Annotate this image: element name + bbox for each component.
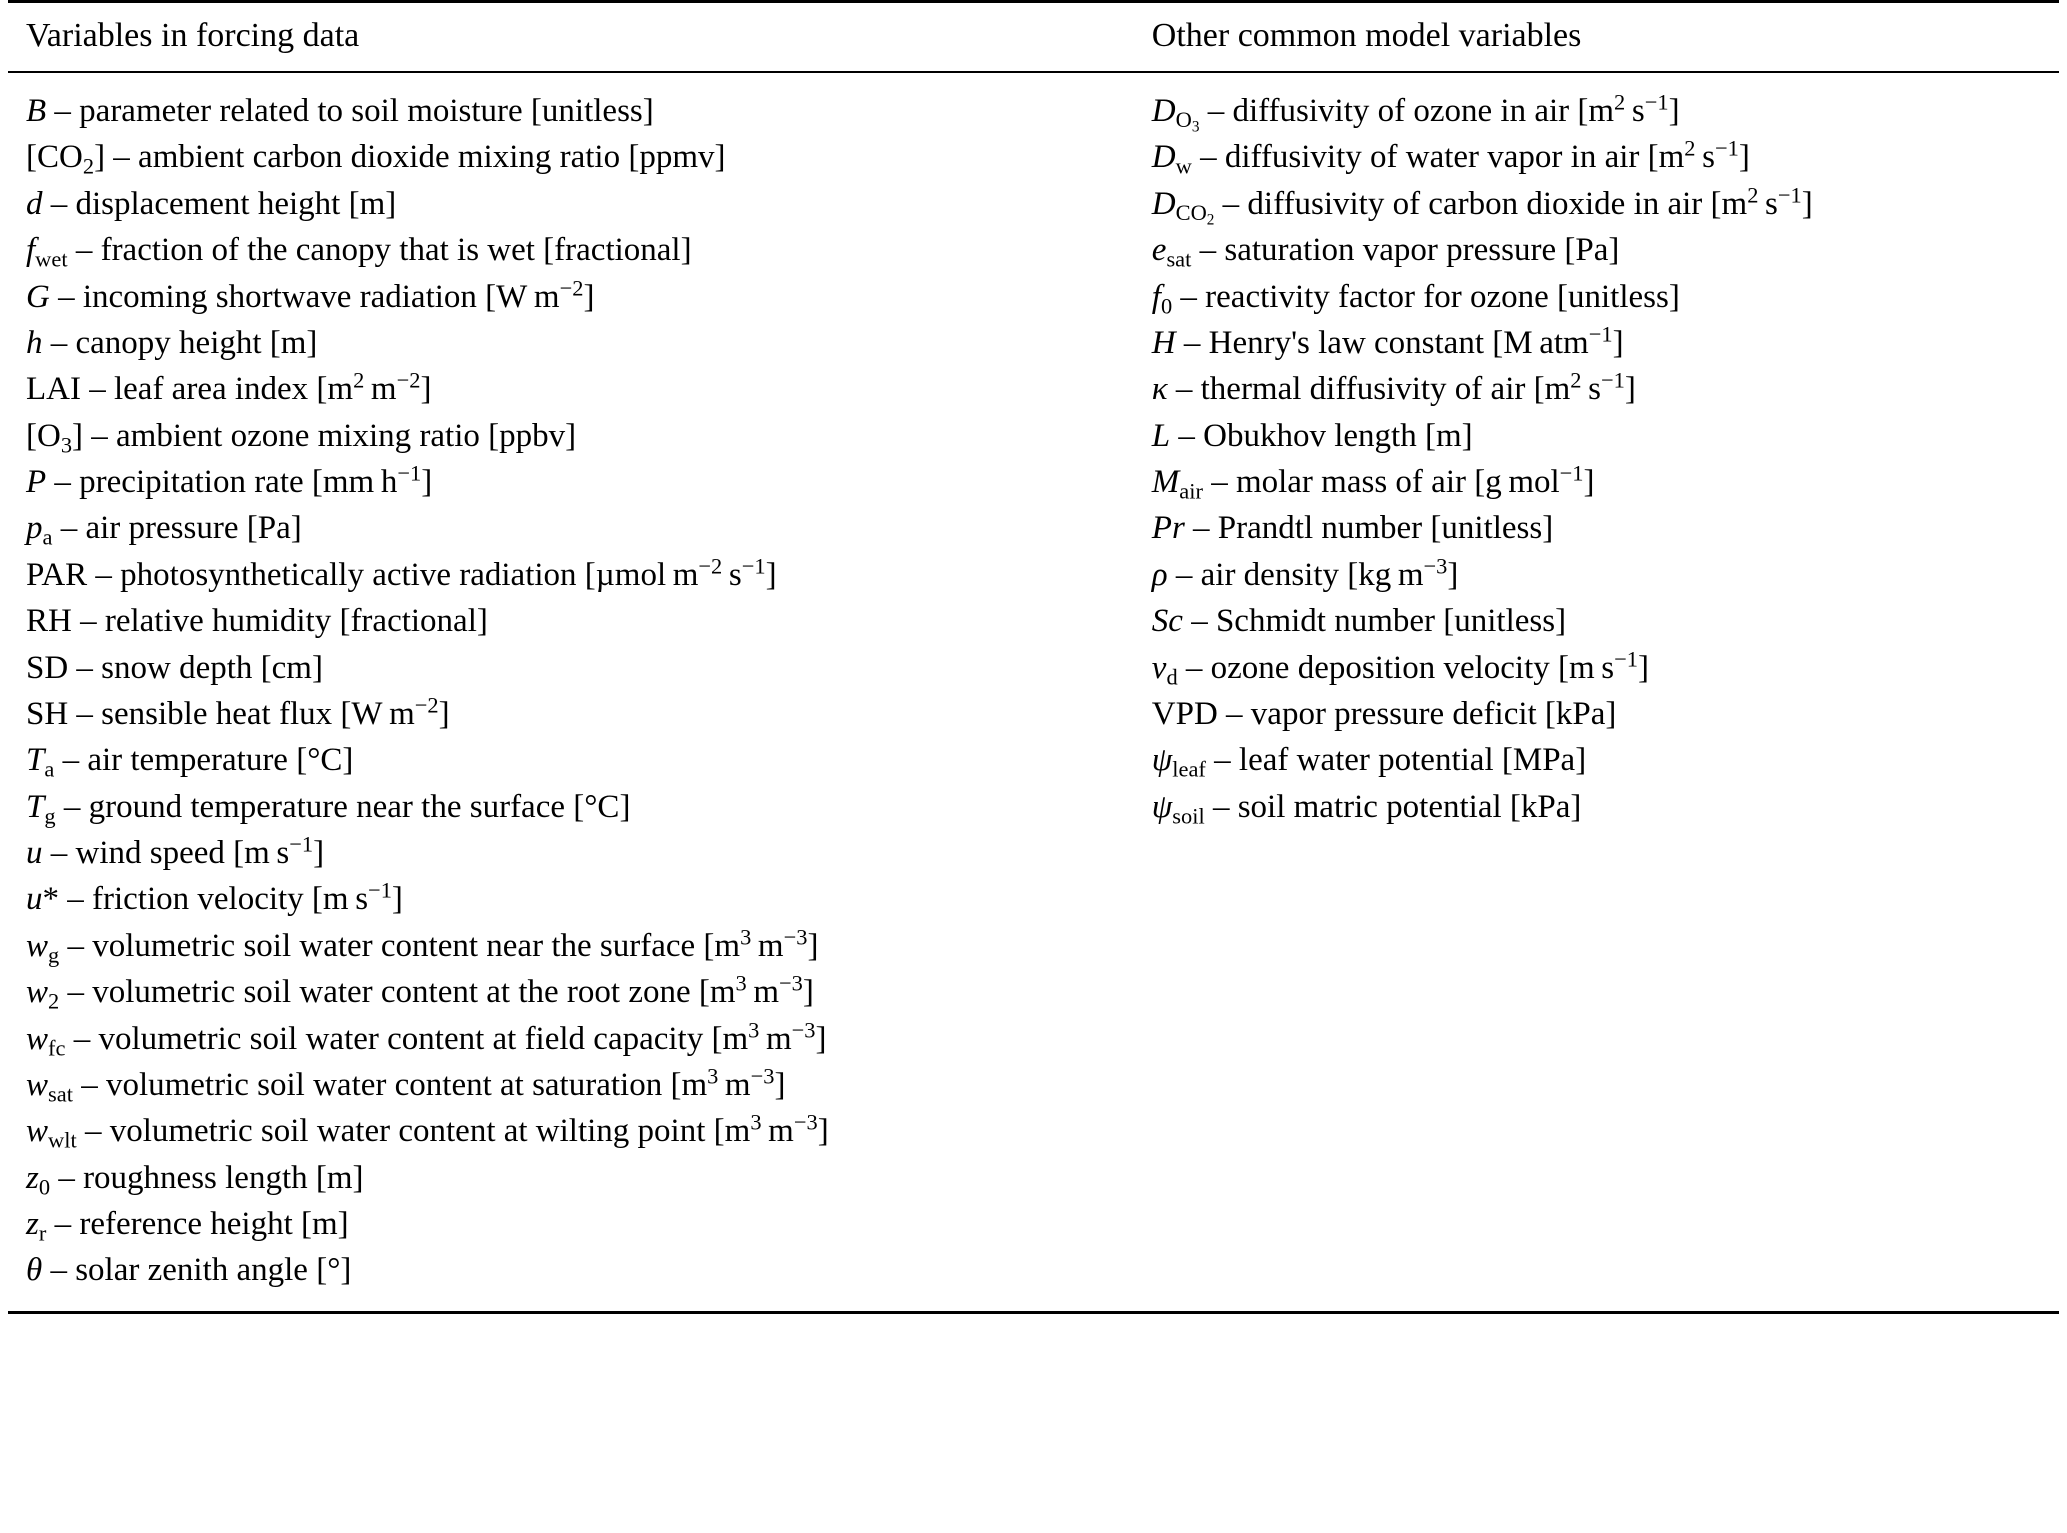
model-variables-cell: [1126, 72, 2059, 1312]
list-item: $T_g$ – ground temperature near the surface [°C]: [26, 788, 631, 828]
list-item: $[CO_2]$ – ambient carbon dioxide mixing ratio [ppmv]: [26, 139, 726, 179]
list-item: VPD – vapor pressure deficit [kPa]: [1151, 695, 1617, 732]
list-item: $w_{wlt}$ – volumetric soil water content at wilting point [$m^3$ $m^{-3}$]: [26, 1109, 829, 1153]
list-item: $\psi_{soil}$ – soil matric potential [kPa]: [1151, 788, 1582, 828]
list-item: $D_{CO_2}$ – diffusivity of carbon dioxide in air [$m^2$ $s^{-1}$]: [1151, 182, 1813, 229]
list-item: $e_{sat}$ – saturation vapor pressure [Pa]: [1151, 232, 1620, 272]
list-item: RH – relative humidity [fractional]: [26, 603, 488, 640]
list-item: $D_{O_3}$ – diffusivity of ozone in air [$m^2$ $s^{-1}$]: [1151, 89, 1680, 136]
list-item: $M_{air}$ – molar mass of air [g mol$^{-1}$]: [1151, 460, 1595, 504]
list-item: SD – snow depth [cm]: [26, 649, 323, 686]
list-item: $T_a$ – air temperature [°C]: [26, 742, 354, 782]
table-body-row: [8, 72, 2059, 1312]
nomenclature-table: [8, 0, 2059, 1314]
forcing-variables-list: [26, 89, 1126, 1293]
model-variables-list: [1152, 89, 2035, 829]
list-item: G – incoming shortwave radiation [W $m^{-2}$]: [26, 274, 595, 315]
list-item: PAR – photosynthetically active radiation [µmol $m^{-2}$ $s^{-1}$]: [26, 553, 777, 593]
list-item: $w_g$ – volumetric soil water content near the surface [$m^3$ $m^{-3}$]: [26, 924, 819, 968]
list-item: $w_{sat}$ – volumetric soil water content at saturation [$m^3$ $m^{-3}$]: [26, 1063, 786, 1107]
list-item: P – precipitation rate [mm $h^{-1}$]: [26, 460, 433, 500]
list-item: κ – thermal diffusivity of air [$m^2$ $s^{-1}$]: [1151, 367, 1636, 408]
list-item: $v_d$ – ozone deposition velocity [m $s^{-1}$]: [1151, 645, 1649, 689]
list-item: d – displacement height [m]: [26, 185, 397, 222]
table-header-row: [8, 2, 2059, 73]
list-item: u – wind speed [m $s^{-1}$]: [26, 831, 325, 871]
list-item: $D_w$ – diffusivity of water vapor in air [$m^2$ $s^{-1}$]: [1151, 135, 1750, 179]
column-header-forcing-variables: Variables in forcing data: [8, 2, 1126, 73]
list-item: H – Henry's law constant [M atm$^{-1}$]: [1151, 321, 1624, 361]
list-item: $z_0$ – roughness length [m]: [26, 1159, 364, 1199]
list-item: $w_{fc}$ – volumetric soil water content at field capacity [$m^3$ $m^{-3}$]: [26, 1016, 827, 1060]
list-item: $w_2$ – volumetric soil water content at the root zone [$m^3$ $m^{-3}$]: [26, 970, 814, 1014]
list-item: $f_{wet}$ – fraction of the canopy that is wet [fractional]: [26, 232, 692, 272]
list-item: Pr – Prandtl number [unitless]: [1151, 510, 1554, 547]
forcing-variables-cell: [8, 72, 1126, 1312]
list-item: L – Obukhov length [m]: [1151, 417, 1473, 454]
list-item: $z_r$ – reference height [m]: [26, 1206, 349, 1246]
list-item: SH – sensible heat flux [W $m^{-2}$]: [26, 692, 450, 732]
list-item: Sc – Schmidt number [unitless]: [1151, 603, 1567, 640]
list-item: $p_a$ – air pressure [Pa]: [26, 510, 302, 550]
list-item: ρ – air density [kg $m^{-3}$]: [1151, 553, 1459, 593]
list-item: θ – solar zenith angle [°]: [26, 1252, 352, 1289]
list-item: u* – friction velocity [m $s^{-1}$]: [26, 877, 403, 918]
list-item: $\psi_{leaf}$ – leaf water potential [MPa]: [1151, 742, 1587, 782]
list-item: B – parameter related to soil moisture [unitless]: [26, 93, 654, 129]
list-item: LAI – leaf area index [$m^2$ $m^{-2}$]: [26, 367, 432, 408]
list-item: $[O_3]$ – ambient ozone mixing ratio [ppbv]: [26, 417, 577, 457]
list-item: h – canopy height [m]: [26, 324, 318, 361]
list-item: $f_0$ – reactivity factor for ozone [unitless]: [1151, 278, 1680, 318]
column-header-model-variables: Other common model variables: [1126, 2, 2059, 73]
